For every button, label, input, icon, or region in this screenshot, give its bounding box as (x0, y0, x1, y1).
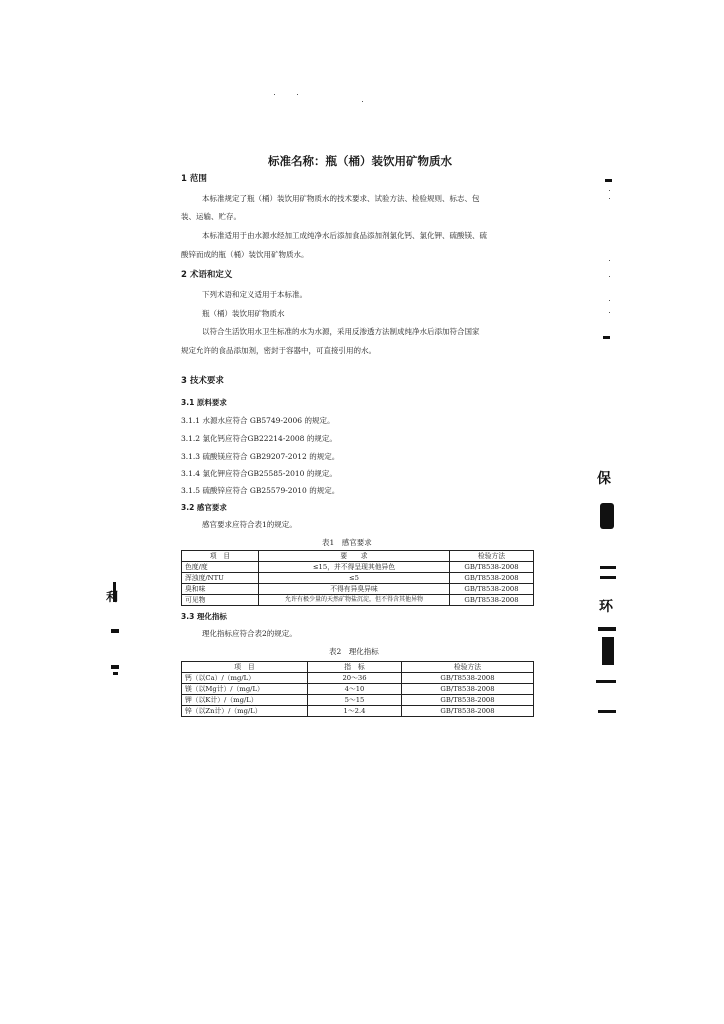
table-row (182, 673, 534, 684)
table-row (182, 595, 534, 606)
scan-speck (609, 300, 610, 301)
scan-speck (609, 276, 610, 277)
table-1 (181, 550, 534, 606)
sec1-para2-line2: 酸锌而成的瓶（桶）装饮用矿物质水。 (181, 250, 309, 259)
item-3-1-3: 3.1.3 硫酸镁应符合 GB29207-2012 的规定。 (181, 452, 340, 461)
table-header-row (182, 551, 534, 562)
table-cell: 5～15 (308, 695, 402, 706)
subsection-3-3: 3.3 理化指标 (181, 612, 227, 621)
margin-glyph: 利 (106, 590, 119, 604)
sec2-definition-line2: 规定允许的食品添加剂，密封于容器中，可直接引用的水。 (181, 346, 376, 355)
table-cell: GB/T8538-2008 (402, 673, 534, 684)
sec3-3-para: 理化指标应符合表2的规定。 (202, 629, 297, 638)
table-row (182, 695, 534, 706)
table-cell: 镁（以Mg计）/（mg/L） (182, 684, 308, 695)
scan-mark (111, 629, 119, 633)
sec1-para2-line1: 本标准适用于由水源水经加工成纯净水后添加食品添加剂氯化钙、氯化钾、硫酸镁、硫 (202, 231, 487, 240)
scan-mark (603, 336, 610, 339)
scan-blot (602, 637, 614, 665)
scan-mark (598, 710, 616, 713)
margin-glyph: 保 (597, 471, 611, 487)
table-header: 项 目 (182, 662, 308, 673)
table-cell: 20～36 (308, 673, 402, 684)
table-row (182, 584, 534, 595)
table-cell: 浑浊度/NTU (182, 573, 259, 584)
table-cell: 允许有极少量的天然矿物盐沉淀，但不得含其他异物 (259, 595, 450, 606)
table-cell: GB/T8538-2008 (450, 584, 534, 595)
scan-speck (362, 101, 363, 102)
scan-mark (605, 179, 612, 182)
section-2-heading: 2 术语和定义 (181, 270, 233, 280)
section-1-heading: 1 范围 (181, 174, 207, 184)
table-header: 要 求 (259, 551, 450, 562)
item-3-1-1: 3.1.1 水源水应符合 GB5749-2006 的规定。 (181, 416, 335, 425)
table-header: 检验方法 (402, 662, 534, 673)
table-header: 指 标 (308, 662, 402, 673)
table-cell: GB/T8538-2008 (450, 573, 534, 584)
table-1-caption: 表1 感官要求 (322, 538, 372, 547)
table-cell: 钙（以Ca）/（mg/L） (182, 673, 308, 684)
scan-mark (600, 566, 616, 569)
table-2 (181, 661, 534, 717)
table-row (182, 706, 534, 717)
scan-speck (297, 94, 298, 95)
table-cell: 1～2.4 (308, 706, 402, 717)
scan-speck (609, 312, 610, 313)
scan-mark (600, 576, 616, 579)
sec2-definition-line1: 以符合生活饮用水卫生标准的水为水源，采用反渗透方法制成纯净水后添加符合国家 (202, 327, 480, 336)
scan-mark (113, 672, 118, 675)
table-cell: ≤15，并不得呈现其他异色 (259, 562, 450, 573)
table-cell: 色度/度 (182, 562, 259, 573)
table-cell: 不得有异臭异味 (259, 584, 450, 595)
table-cell: GB/T8538-2008 (402, 684, 534, 695)
sec1-para1-line1: 本标准规定了瓶（桶）装饮用矿物质水的技术要求、试验方法、检验规则、标志、包 (202, 194, 480, 203)
table-cell: GB/T8538-2008 (450, 595, 534, 606)
table-row (182, 573, 534, 584)
table-cell: 臭和味 (182, 584, 259, 595)
scan-blot (600, 503, 614, 529)
margin-glyph: 环 (599, 599, 613, 615)
table-header: 检验方法 (450, 551, 534, 562)
sec2-para1: 下列术语和定义适用于本标准。 (202, 290, 307, 299)
section-3-heading: 3 技术要求 (181, 376, 224, 386)
table-cell: GB/T8538-2008 (402, 695, 534, 706)
table-header-row (182, 662, 534, 673)
sec2-term: 瓶（桶）装饮用矿物质水 (202, 309, 285, 318)
scan-speck (609, 260, 610, 261)
table-row (182, 562, 534, 573)
subsection-3-1: 3.1 原料要求 (181, 398, 227, 407)
table-2-caption: 表2 理化指标 (329, 647, 379, 656)
table-row (182, 684, 534, 695)
sec3-2-para: 感官要求应符合表1的规定。 (202, 520, 297, 529)
sec1-para1-line2: 装、运输、贮存。 (181, 212, 241, 221)
table-cell: GB/T8538-2008 (450, 562, 534, 573)
scan-speck (274, 94, 275, 95)
table-cell: 可见物 (182, 595, 259, 606)
scan-speck (609, 190, 610, 191)
table-header: 项 目 (182, 551, 259, 562)
table-cell: GB/T8538-2008 (402, 706, 534, 717)
item-3-1-4: 3.1.4 氯化钾应符合GB25585-2010 的规定。 (181, 469, 337, 478)
document-title: 标准名称：瓶（桶）装饮用矿物质水 (268, 154, 452, 168)
table-cell: 4～10 (308, 684, 402, 695)
scan-speck (609, 198, 610, 199)
table-cell: 钾（以K计）/（mg/L） (182, 695, 308, 706)
table-cell: ≤5 (259, 573, 450, 584)
table-cell: 锌（以Zn计）/（mg/L） (182, 706, 308, 717)
scan-mark (596, 680, 616, 683)
scan-mark (111, 665, 119, 669)
item-3-1-2: 3.1.2 氯化钙应符合GB22214-2008 的规定。 (181, 434, 337, 443)
item-3-1-5: 3.1.5 硫酸锌应符合 GB25579-2010 的规定。 (181, 486, 340, 495)
scan-mark (598, 627, 616, 631)
subsection-3-2: 3.2 感官要求 (181, 503, 227, 512)
